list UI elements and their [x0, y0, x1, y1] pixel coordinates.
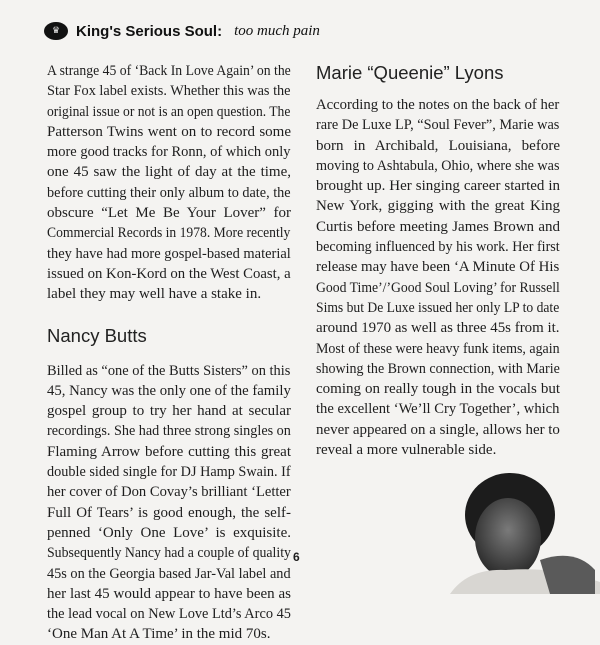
text-line: before cutting their only album to date, the	[47, 184, 291, 201]
text-line: issued on Kon-Kord on the West Coast, a	[47, 265, 291, 282]
text-line: label they may well have a stake in.	[47, 286, 262, 303]
text-line: Commercial Records in 1978. More recently	[47, 225, 291, 242]
text-line: the excellent ‘We’ll Cry Together’, which	[316, 401, 560, 418]
text-line: showing the Brown connection, with Marie	[316, 360, 560, 377]
series-subtitle: too much pain	[234, 22, 320, 39]
text-line: moving to Ashtabula, Ohio, where she was	[316, 157, 560, 174]
text-line: According to the notes on the back of her	[316, 97, 560, 113]
section-heading-marie-lyons: Marie “Queenie” Lyons	[316, 62, 504, 83]
section-heading-nancy-butts: Nancy Butts	[47, 324, 147, 346]
text-line: around 1970 as well as three 45s from it.	[316, 320, 560, 337]
text-line: becoming influenced by his work. Her first	[316, 239, 560, 256]
right-column	[316, 62, 560, 460]
text-line: New York, gigging with the great King	[316, 198, 560, 215]
text-line: 45s on the Georgia based Jar-Val label and	[47, 565, 291, 582]
text-line: her last 45 would appear to have been as	[47, 585, 291, 602]
text-line: Good Time’/’Good Soul Loving’ for Russell	[316, 279, 560, 296]
text-line: Star Fox label exists. Whether this was the	[47, 83, 291, 100]
text-line: Flaming Arrow before cutting this great	[47, 443, 291, 460]
text-line: born in Archibald, Louisiana, before	[316, 137, 560, 154]
text-line: Full Of Tears’ is good enough, the self-	[47, 504, 291, 521]
text-line: double sided single for DJ Hamp Swain. If	[47, 464, 291, 481]
text-line: A strange 45 of ‘Back In Love Again’ on the	[47, 63, 291, 79]
text-line: brought up. Her singing career started in	[316, 178, 560, 195]
crown-logo-icon: ♛	[44, 22, 68, 40]
text-line: they have had more gospel-based material	[47, 245, 291, 262]
text-line: gospel group to try her hand at secular	[47, 403, 291, 420]
text-line: Curtis before meeting James Brown and	[316, 218, 560, 235]
page-number: 6	[293, 550, 300, 564]
text-line: ‘One Man At A Time’ in the mid 70s.	[47, 626, 271, 643]
text-line: Most of these were heavy funk items, again	[316, 340, 560, 357]
text-line: release may have been ‘A Minute Of His	[316, 259, 560, 276]
text-line: rare De Luxe LP, “Soul Fever”, Marie was	[316, 117, 560, 134]
left-column	[47, 61, 291, 645]
text-line: reveal a more vulnerable side.	[316, 442, 497, 459]
text-line: Sims but De Luxe issued her only LP to date	[316, 299, 560, 316]
text-line: never appeared on a single, allows her to	[316, 421, 560, 438]
text-line: obscure “Let Me Be Your Lover” for	[47, 205, 291, 222]
text-line: more good tracks for Ronn, of which only	[47, 144, 291, 161]
nancy-butts-paragraph	[47, 361, 291, 645]
text-line: original issue or not is an open question. The	[47, 103, 291, 120]
portrait-photo	[440, 470, 600, 594]
text-line: Patterson Twins went on to record some	[47, 123, 291, 140]
text-line: 45, Nancy was the only one of the family	[47, 382, 291, 399]
page-header	[44, 22, 320, 40]
text-line: coming on really tough in the vocals but	[316, 381, 560, 398]
text-line: Billed as “one of the Butts Sisters” on this	[47, 362, 291, 379]
text-line: one 45 saw the light of day at the time,	[47, 164, 291, 181]
text-line: Subsequently Nancy had a couple of quality	[47, 545, 291, 562]
text-line: the lead vocal on New Love Ltd’s Arco 45	[47, 606, 291, 623]
text-line: penned ‘Only One Love’ is exquisite.	[47, 524, 291, 541]
text-line: recordings. She had three strong singles on	[47, 423, 291, 440]
series-title: King's Serious Soul:	[76, 22, 223, 40]
marie-lyons-paragraph	[316, 95, 560, 460]
intro-paragraph	[47, 61, 291, 305]
text-line: her cover of Don Covay’s brilliant ‘Letter	[47, 484, 291, 501]
